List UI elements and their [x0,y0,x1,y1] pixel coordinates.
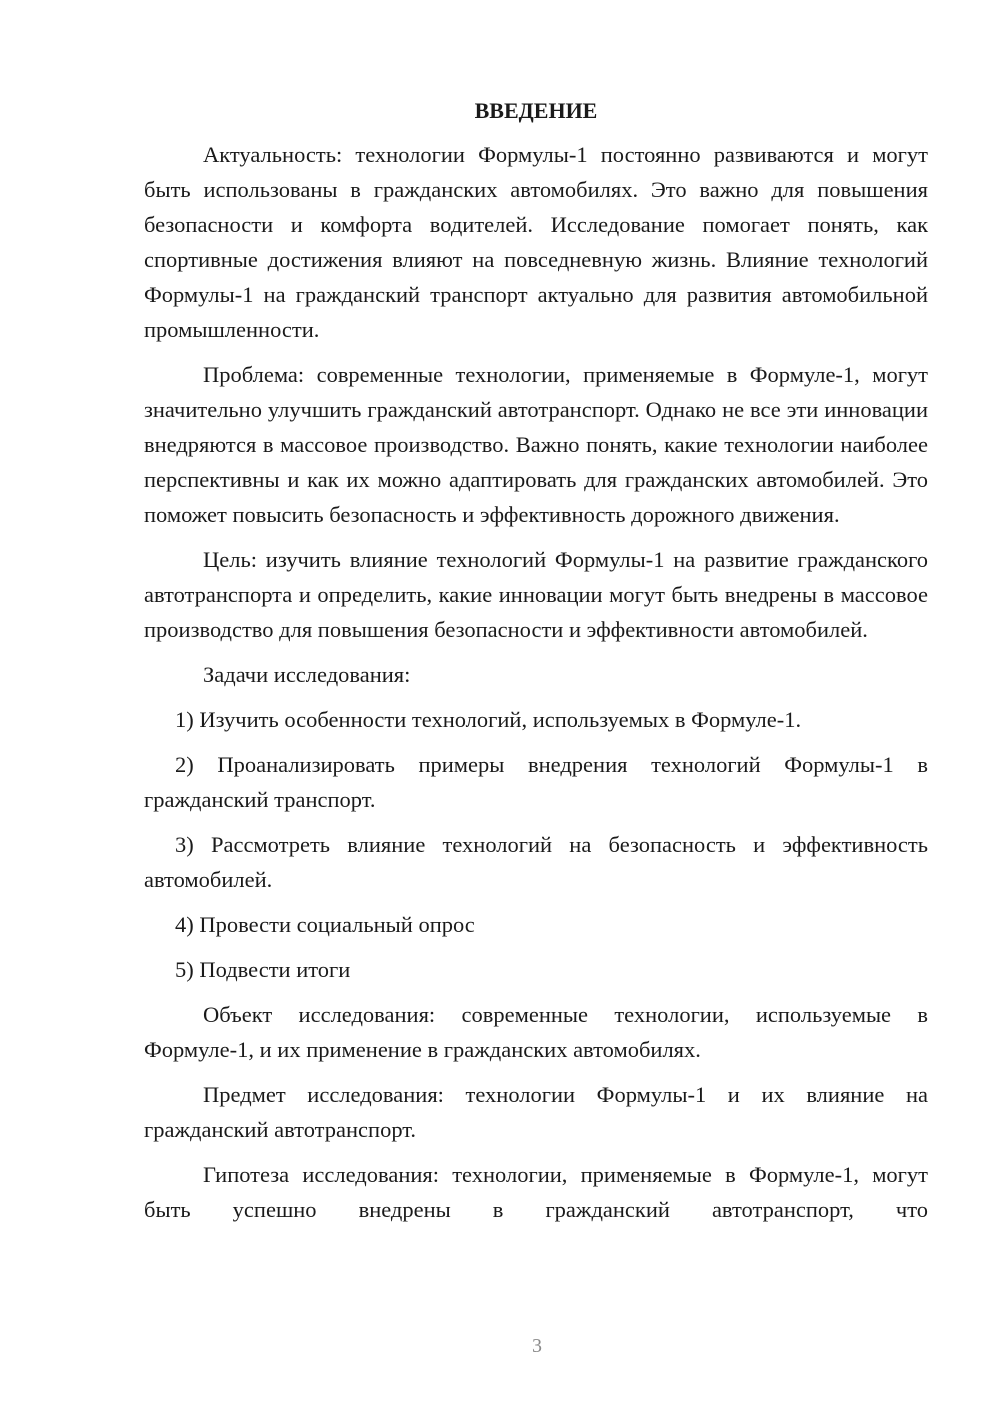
problem-paragraph: Проблема: современные технологии, применяемые в Формуле-1, могут значительно улучшить гражданский автотранспорт. Однако не все эти инновации внедряются в массовое производство. Важно понять, какие технологии наиболее перспективны и как их можно адаптировать для гражданских автомобилей. Это поможет повысить безопасность и эффективность дорожного движения. [144,362,928,527]
object-paragraph: Объект исследования: современные технологии, используемые в Формуле-1, и их применение в гражданских автомобилях. [144,1002,928,1062]
page-number: 3 [532,1335,542,1357]
tasks-list [144,702,928,987]
tasks-title: Задачи исследования: [203,662,411,687]
task-item: 5) Подвести итоги [175,957,351,982]
subject-paragraph: Предмет исследования: технологии Формулы-1 и их влияние на гражданский автотранспорт. [144,1082,928,1142]
hypothesis-paragraph: Гипотеза исследования: технологии, применяемые в Формуле-1, могут быть успешно внедрены в гражданский автотранспорт, что [144,1162,928,1222]
task-item: 3) Рассмотреть влияние технологий на безопасность и эффективность автомобилей. [144,832,928,892]
relevance-paragraph: Актуальность: технологии Формулы-1 постоянно развиваются и могут быть использованы в гражданских автомобилях. Это важно для повышения безопасности и комфорта водителей. Исследование помогает понять, как спортивные достижения влияют на повседневную жизнь. Влияние технологий Формулы-1 на гражданский транспорт актуально для развития автомобильной промышленности. [144,142,928,342]
task-item: 1) Изучить особенности технологий, используемых в Формуле-1. [175,707,802,732]
goal-paragraph: Цель: изучить влияние технологий Формулы-1 на развитие гражданского автотранспорта и определить, какие инновации могут быть внедрены в массовое производство для повышения безопасности и эффективности автомобилей. [144,547,928,642]
page-content [144,94,928,1237]
section-heading: ВВЕДЕНИЕ [474,98,598,123]
task-item: 4) Провести социальный опрос [175,912,475,937]
task-item: 2) Проанализировать примеры внедрения технологий Формулы-1 в гражданский транспорт. [144,752,928,812]
